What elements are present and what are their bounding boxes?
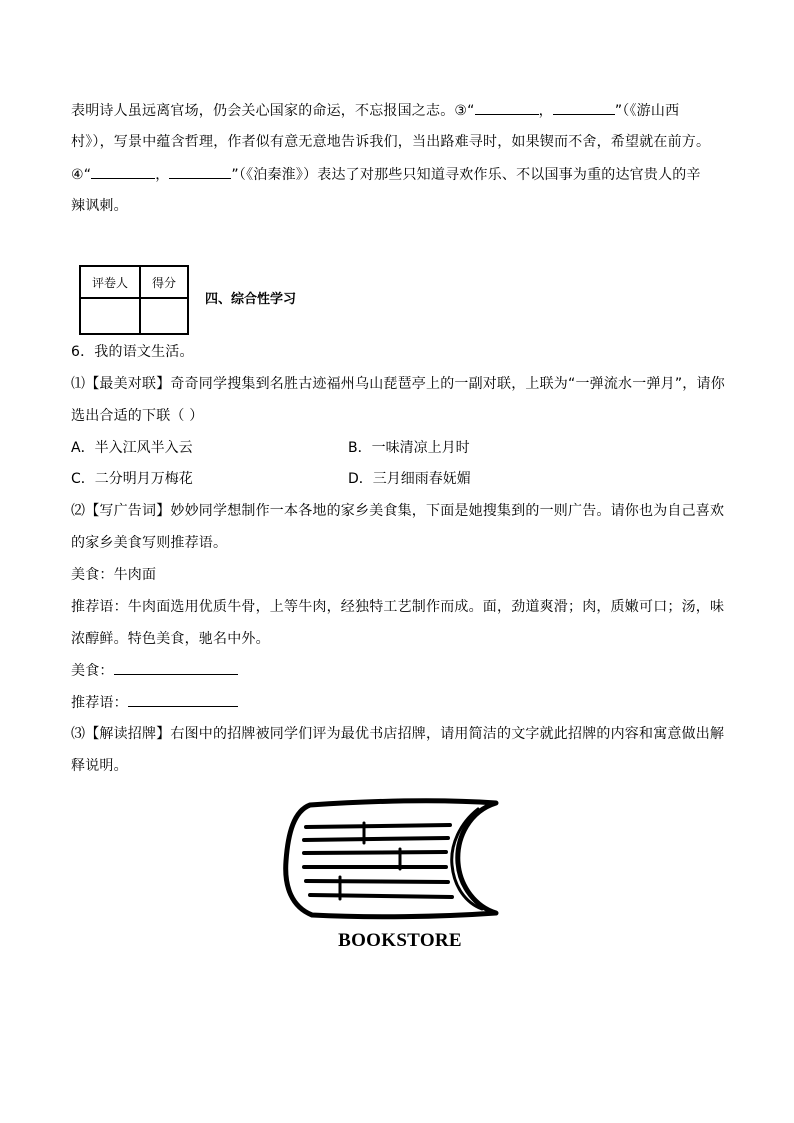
part2-line-1: ⑵【写广告词】妙妙同学想制作一本各地的家乡美食集，下面是她搜集到的一则广告。请你也为自己喜欢 <box>71 503 725 519</box>
food-label: 美食： <box>71 663 114 679</box>
part2-line-2: 的家乡美食写则推荐语。 <box>71 535 228 551</box>
part3-line-1: ⑶【解读招牌】右图中的招牌被同学们评为最优书店招牌，请用简洁的文字就此招牌的内容和寓意做出解 <box>71 726 725 742</box>
passage-line-2 <box>71 132 710 152</box>
recommend-answer-blank[interactable] <box>128 692 238 707</box>
passage-text: 表明诗人虽远离官场，仍会关心国家的命运，不忘报国之志。③“ <box>71 103 475 119</box>
grader-cell[interactable] <box>80 298 140 334</box>
score-header: 得分 <box>140 266 188 298</box>
option-d[interactable]: D．三月细雨春妩媚 <box>348 471 471 487</box>
source-title: ”（《游山西 <box>614 103 680 119</box>
food-answer-row <box>71 660 238 681</box>
comma: ， <box>155 167 170 183</box>
passage-line-4 <box>71 196 128 216</box>
answer-blank[interactable] <box>169 164 231 179</box>
part1-line-2: 选出合适的下联（ ） <box>71 408 204 424</box>
passage-line-3 <box>71 164 701 185</box>
food-answer-blank[interactable] <box>114 660 238 675</box>
recommend-label: 推荐语： <box>71 695 128 711</box>
passage-text: 辣讽刺。 <box>71 198 128 214</box>
passage-text: 村》），写景中蕴含哲理，作者似有意无意地告诉我们，当出路难寻时，如果锲而不舍，希望就在前方。 <box>71 134 711 150</box>
book-sign-icon <box>280 797 510 922</box>
option-a[interactable]: A．半入江风半入云 <box>71 440 193 456</box>
answer-blank[interactable] <box>91 164 155 179</box>
question-stem: 6．我的语文生活。 <box>71 344 194 360</box>
item-number: ④“ <box>71 167 92 183</box>
passage-line-1 <box>71 100 679 121</box>
answer-blank[interactable] <box>553 100 615 115</box>
recommend-line-1: 推荐语：牛肉面选用优质牛骨，上等牛肉，经独特工艺制作而成。面，劲道爽滑；肉，质嫩可口；汤，味 <box>71 599 725 615</box>
section-title: 四、综合性学习 <box>205 292 297 307</box>
recommend-line-2: 浓醇鲜。特色美食，驰名中外。 <box>71 631 270 647</box>
part3-line-2: 释说明。 <box>71 758 128 774</box>
recommend-answer-row <box>71 692 238 713</box>
answer-blank[interactable] <box>475 100 539 115</box>
food-example: 美食：牛肉面 <box>71 567 157 583</box>
score-cell[interactable] <box>140 298 188 334</box>
passage-text: ”（《泊秦淮》）表达了对那些只知道寻欢作乐、不以国事为重的达官贵人的辛 <box>231 167 701 183</box>
logo-caption: BOOKSTORE <box>338 930 462 951</box>
grader-header: 评卷人 <box>80 266 140 298</box>
score-box <box>79 265 189 335</box>
comma: ， <box>538 103 553 119</box>
option-b[interactable]: B．一味清凉上月时 <box>348 440 470 456</box>
option-c[interactable]: C．二分明月万梅花 <box>71 471 193 487</box>
part1-line-1: ⑴【最美对联】奇奇同学搜集到名胜古迹福州乌山琵琶亭上的一副对联，上联为“一弹流水一弹月”，请你 <box>71 376 725 392</box>
